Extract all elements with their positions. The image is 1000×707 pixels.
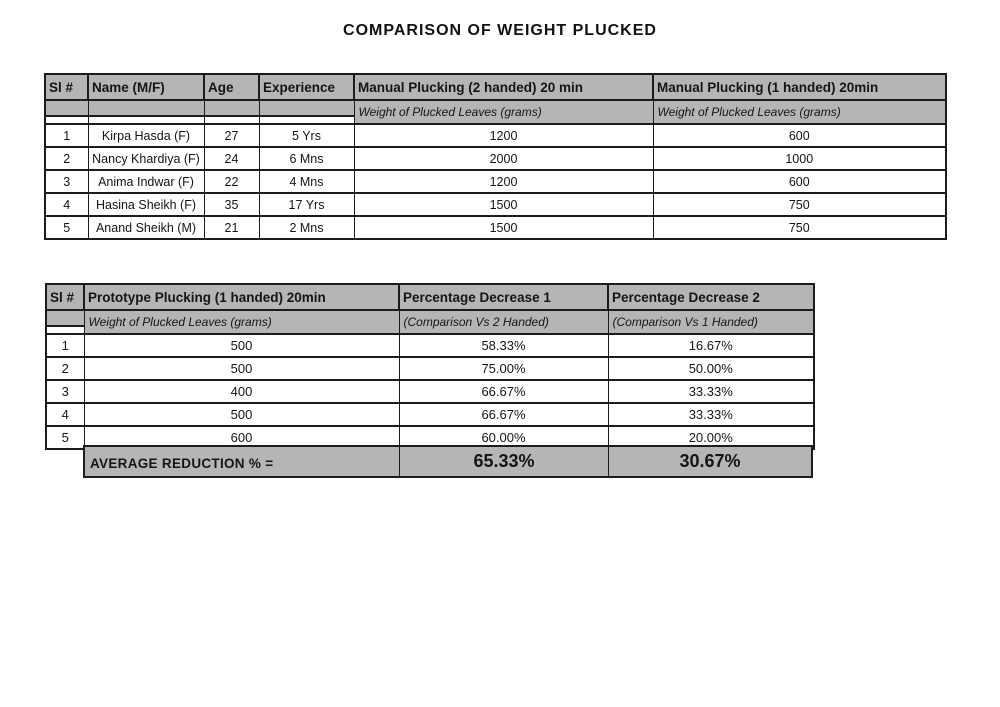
- table1-subheader-row: [45, 100, 946, 124]
- cell: 4: [46, 403, 84, 426]
- subheader-weight-2handed: Weight of Plucked Leaves (grams): [354, 100, 653, 124]
- average-reduction-label: AVERAGE REDUCTION % =: [85, 447, 400, 476]
- cell: 2 Mns: [259, 216, 354, 239]
- table2-body: [46, 334, 814, 449]
- cell: 35: [204, 193, 259, 216]
- cell: 4 Mns: [259, 170, 354, 193]
- col-header-experience: Experience: [259, 74, 354, 100]
- table2-header-row: [46, 284, 814, 310]
- col-header-prototype: Prototype Plucking (1 handed) 20min: [84, 284, 399, 310]
- cell: 1500: [354, 216, 653, 239]
- col-header-manual-2handed: Manual Plucking (2 handed) 20 min: [354, 74, 653, 100]
- table-row: [46, 357, 814, 380]
- table-row: [46, 380, 814, 403]
- cell: 1: [46, 334, 84, 357]
- table-row: [45, 124, 946, 147]
- cell: 1: [45, 124, 88, 147]
- cell: 2: [46, 357, 84, 380]
- table-row: [46, 403, 814, 426]
- cell: 20.00%: [608, 426, 814, 449]
- manual-plucking-table: [44, 73, 947, 240]
- cell: Anand Sheikh (M): [88, 216, 204, 239]
- col-header-age: Age: [204, 74, 259, 100]
- average-reduction-row: [83, 445, 813, 478]
- table1-body: [45, 124, 946, 239]
- cell: 50.00%: [608, 357, 814, 380]
- subheader-empty: [259, 100, 354, 124]
- subheader-comparison-1handed: (Comparison Vs 1 Handed): [608, 310, 814, 334]
- col-header-manual-1handed: Manual Plucking (1 handed) 20min: [653, 74, 946, 100]
- col-header-pct-decrease-2: Percentage Decrease 2: [608, 284, 814, 310]
- subheader-weight-prototype: Weight of Plucked Leaves (grams): [84, 310, 399, 334]
- cell: 1500: [354, 193, 653, 216]
- cell: 6 Mns: [259, 147, 354, 170]
- subheader-empty: [88, 100, 204, 124]
- cell: 27: [204, 124, 259, 147]
- cell: 66.67%: [399, 403, 608, 426]
- cell: 1200: [354, 124, 653, 147]
- cell: Nancy Khardiya (F): [88, 147, 204, 170]
- cell: 3: [46, 380, 84, 403]
- table-row: [45, 216, 946, 239]
- cell: 2: [45, 147, 88, 170]
- cell: 3: [45, 170, 88, 193]
- cell: 33.33%: [608, 380, 814, 403]
- cell: Hasina Sheikh (F): [88, 193, 204, 216]
- cell: 16.67%: [608, 334, 814, 357]
- page-title: COMPARISON OF WEIGHT PLUCKED: [343, 22, 657, 39]
- cell: 17 Yrs: [259, 193, 354, 216]
- cell: 5 Yrs: [259, 124, 354, 147]
- average-reduction-value-2: 30.67%: [679, 451, 741, 471]
- table-row: [45, 170, 946, 193]
- col-header-sl: Sl #: [45, 74, 88, 100]
- table-row: [45, 193, 946, 216]
- cell: 600: [84, 426, 399, 449]
- cell: 24: [204, 147, 259, 170]
- subheader-empty: [45, 100, 88, 124]
- cell: 21: [204, 216, 259, 239]
- cell: 600: [653, 124, 946, 147]
- cell: 750: [653, 216, 946, 239]
- cell: 500: [84, 334, 399, 357]
- subheader-comparison-2handed: (Comparison Vs 2 Handed): [399, 310, 608, 334]
- cell: 400: [84, 380, 399, 403]
- cell: 75.00%: [399, 357, 608, 380]
- prototype-plucking-table: [45, 283, 815, 450]
- cell: 5: [46, 426, 84, 449]
- cell: 5: [45, 216, 88, 239]
- table1-header-row: [45, 74, 946, 100]
- cell: 500: [84, 357, 399, 380]
- table2-subheader-row: [46, 310, 814, 334]
- cell: 60.00%: [399, 426, 608, 449]
- subheader-weight-1handed: Weight of Plucked Leaves (grams): [653, 100, 946, 124]
- cell: 1200: [354, 170, 653, 193]
- average-reduction-value-1: 65.33%: [400, 447, 609, 476]
- cell: 750: [653, 193, 946, 216]
- cell: 66.67%: [399, 380, 608, 403]
- cell: 500: [84, 403, 399, 426]
- subheader-empty: [204, 100, 259, 124]
- cell: 33.33%: [608, 403, 814, 426]
- cell: 600: [653, 170, 946, 193]
- subheader-empty: [46, 310, 84, 334]
- col-header-sl: Sl #: [46, 284, 84, 310]
- cell: 2000: [354, 147, 653, 170]
- cell: 4: [45, 193, 88, 216]
- table-row: [45, 147, 946, 170]
- table-row: [46, 334, 814, 357]
- col-header-name: Name (M/F): [88, 74, 204, 100]
- cell: 1000: [653, 147, 946, 170]
- cell: 58.33%: [399, 334, 608, 357]
- cell: 22: [204, 170, 259, 193]
- col-header-pct-decrease-1: Percentage Decrease 1: [399, 284, 608, 310]
- cell: Anima Indwar (F): [88, 170, 204, 193]
- cell: Kirpa Hasda (F): [88, 124, 204, 147]
